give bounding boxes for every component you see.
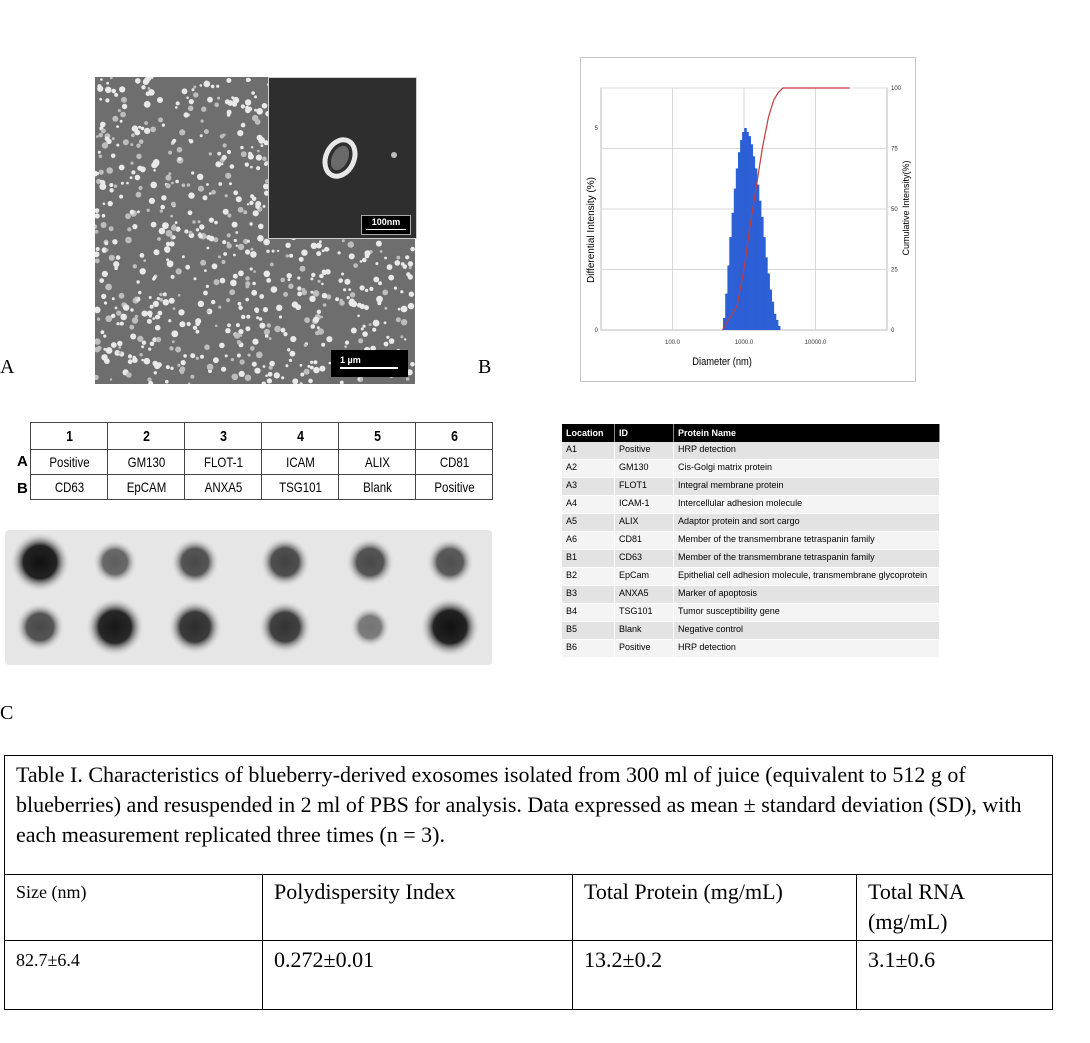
column-header: 2: [114, 423, 177, 450]
sem-inset: [268, 77, 417, 239]
protein-name: Cis-Golgi matrix protein: [674, 460, 940, 478]
array-cell: ANXA5: [191, 475, 254, 500]
table-i: [4, 755, 1053, 1010]
protein-name: Member of the transmembrane tetraspanin family: [674, 532, 940, 550]
y-axis-right-label: Cumulative Intensity(%): [901, 160, 911, 256]
protein-id: Positive: [615, 640, 674, 658]
y-axis-left-label: Differential Intensity (%): [586, 177, 597, 283]
array-cell: Positive: [422, 475, 485, 500]
protein-location: B2: [562, 568, 615, 586]
x-tick-label: 10000.0: [804, 340, 827, 346]
array-cell: ALIX: [345, 450, 408, 475]
protein-row: [562, 460, 940, 478]
protein-id: ANXA5: [615, 586, 674, 604]
protein-location: B4: [562, 604, 615, 622]
protein-location: A5: [562, 514, 615, 532]
table-i-grid: [5, 875, 1052, 1009]
header-protein-name: Protein Name: [674, 424, 940, 442]
grid-row-label-a: A: [17, 453, 28, 470]
y-right-tick-label: 0: [891, 328, 895, 334]
blot-dot: [10, 532, 70, 592]
protein-name: Tumor susceptibility gene: [674, 604, 940, 622]
array-header-row: [31, 423, 493, 450]
blot-dot: [260, 537, 310, 587]
inset-scale-bar: [361, 215, 411, 235]
blot-dot: [426, 538, 473, 585]
blot-dot: [350, 607, 390, 647]
value-size: 82.7±6.4: [5, 941, 263, 1009]
blot-dot: [259, 601, 312, 654]
panel-label-b: B: [478, 356, 492, 378]
header-pdi: Polydispersity Index: [263, 875, 573, 941]
protein-location: A2: [562, 460, 615, 478]
protein-row: [562, 586, 940, 604]
protein-row: [562, 640, 940, 658]
main-scale-bar: [331, 350, 408, 377]
protein-name: Member of the transmembrane tetraspanin family: [674, 550, 940, 568]
column-header: 4: [268, 423, 331, 450]
dot-blot-image: [5, 530, 492, 665]
protein-name: Marker of apoptosis: [674, 586, 940, 604]
protein-location: A4: [562, 496, 615, 514]
protein-row: [562, 442, 940, 460]
protein-location: A1: [562, 442, 615, 460]
protein-row: [562, 478, 940, 496]
protein-location: B1: [562, 550, 615, 568]
panel-label-c: C: [0, 702, 14, 724]
x-tick-label: 1000.0: [734, 340, 754, 346]
main-scale-label: 1 µm: [340, 355, 361, 365]
inset-image: [269, 78, 416, 238]
protein-row: [562, 496, 940, 514]
array-cell: CD63: [37, 475, 100, 500]
column-header: 5: [345, 423, 408, 450]
panel-label-a: A: [0, 356, 15, 378]
size-distribution-chart: [580, 57, 916, 382]
protein-name: Adaptor protein and sort cargo: [674, 514, 940, 532]
protein-id: Positive: [615, 442, 674, 460]
protein-id: ALIX: [615, 514, 674, 532]
value-pdi: 0.272±0.01: [263, 941, 573, 1009]
protein-table-header: [562, 424, 940, 442]
protein-location: B3: [562, 586, 615, 604]
protein-id: CD63: [615, 550, 674, 568]
protein-row: [562, 604, 940, 622]
blot-dot: [168, 600, 222, 654]
protein-name: Negative control: [674, 622, 940, 640]
array-row-a: [31, 450, 493, 475]
blot-dot: [93, 540, 138, 585]
column-header: 6: [422, 423, 485, 450]
protein-id: GM130: [615, 460, 674, 478]
protein-id: CD81: [615, 532, 674, 550]
protein-row: [562, 514, 940, 532]
blot-dot: [86, 598, 145, 657]
inset-scale-label: 100nm: [371, 217, 401, 227]
y-right-tick-label: 100: [891, 86, 902, 92]
x-axis-label: Diameter (nm): [692, 356, 752, 369]
protein-name: HRP detection: [674, 640, 940, 658]
value-total-protein: 13.2±0.2: [573, 941, 857, 1009]
distribution-bar: [778, 326, 781, 330]
y-right-tick-label: 50: [891, 207, 898, 213]
protein-id: FLOT1: [615, 478, 674, 496]
header-size: Size (nm): [5, 875, 263, 941]
protein-row: [562, 622, 940, 640]
header-total-rna: Total RNA (mg/mL): [857, 875, 1052, 941]
protein-row: [562, 550, 940, 568]
protein-name: Intercellular adhesion molecule: [674, 496, 940, 514]
protein-name: HRP detection: [674, 442, 940, 460]
array-row-b: [31, 475, 493, 500]
array-cell: TSG101: [268, 475, 331, 500]
y-right-tick-label: 75: [891, 146, 898, 153]
array-cell: Blank: [345, 475, 408, 500]
array-cell: GM130: [114, 450, 177, 475]
value-total-rna: 3.1±0.6: [868, 947, 936, 972]
header-id: ID: [615, 424, 674, 442]
protein-legend-table: [562, 424, 940, 658]
chart-svg: [581, 58, 915, 381]
array-cell: FLOT-1: [191, 450, 254, 475]
column-header: 3: [191, 423, 254, 450]
protein-row: [562, 568, 940, 586]
array-layout-table: [30, 422, 493, 500]
array-cell: EpCAM: [114, 475, 177, 500]
column-header: 1: [37, 423, 100, 450]
protein-location: A6: [562, 532, 615, 550]
protein-id: Blank: [615, 622, 674, 640]
dot-blot-membrane: [5, 530, 492, 665]
array-cell: CD81: [422, 450, 485, 475]
array-cell: Positive: [37, 450, 100, 475]
y-left-tick-label: 0: [594, 328, 598, 334]
protein-location: B5: [562, 622, 615, 640]
y-right-tick-label: 25: [891, 267, 898, 274]
blot-dot: [420, 597, 480, 657]
blot-dot: [346, 538, 395, 587]
header-location: Location: [562, 424, 615, 442]
blot-dot: [16, 603, 65, 652]
table-i-caption: Table I. Characteristics of blueberry-derived exosomes isolated from 300 ml of juice (equivalent to 512 g of blueberries) and resuspended in 2 ml of PBS for analysis. Data expressed as mean ± standard deviation (SD), with each measurement replicated three times (n = 3).: [5, 756, 1052, 875]
x-tick-label: 100.0: [664, 340, 681, 346]
protein-id: EpCam: [615, 568, 674, 586]
protein-id: TSG101: [615, 604, 674, 622]
protein-name: Integral membrane protein: [674, 478, 940, 496]
protein-id: ICAM-1: [615, 496, 674, 514]
protein-location: A3: [562, 478, 615, 496]
array-cell: ICAM: [268, 450, 331, 475]
y-left-tick-label: 5: [594, 126, 598, 132]
header-total-protein: Total Protein (mg/mL): [573, 875, 857, 941]
protein-location: B6: [562, 640, 615, 658]
grid-row-label-b: B: [17, 480, 28, 497]
blot-dot: [171, 538, 220, 587]
protein-row: [562, 532, 940, 550]
protein-name: Epithelial cell adhesion molecule, transmembrane glycoprotein: [674, 568, 940, 586]
